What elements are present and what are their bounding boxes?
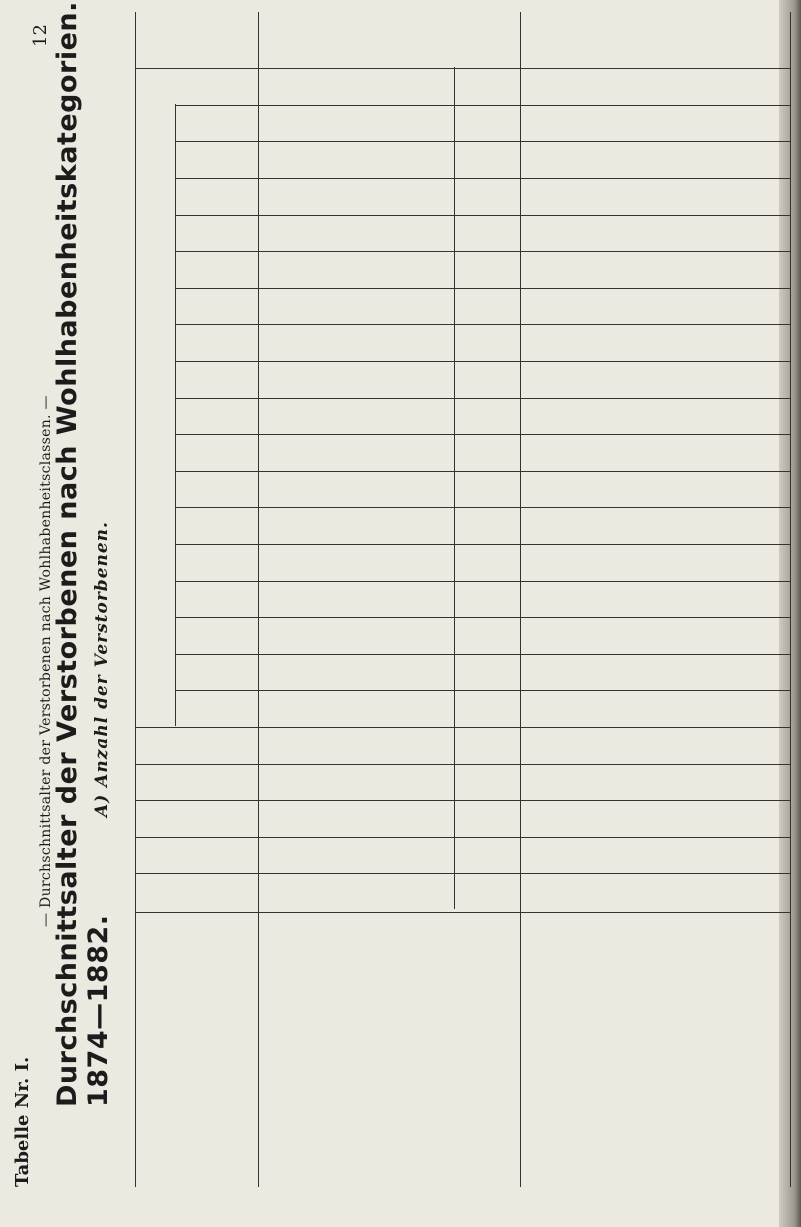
page-title: Durchschnittsalter der Verstorbenen nach Wohlhabenheitskategorien. 1874—1882. xyxy=(52,1,114,1107)
column-rule xyxy=(175,654,790,655)
column-rule xyxy=(135,837,790,838)
column-rule xyxy=(175,105,790,106)
column-rule xyxy=(175,617,790,618)
column-rule xyxy=(175,361,790,362)
column-rule xyxy=(175,471,790,472)
jahre-rule xyxy=(175,104,176,726)
column-rule xyxy=(175,507,790,508)
column-rule xyxy=(175,434,790,435)
table-subtitle: A) Anzahl der Verstorbenen. xyxy=(92,521,112,817)
column-rule xyxy=(175,141,790,142)
column-rule xyxy=(175,215,790,216)
table-bottom-rule xyxy=(790,12,791,1187)
column-rule xyxy=(135,68,790,69)
column-rule xyxy=(175,544,790,545)
column-rule xyxy=(135,727,790,728)
table-top-rule xyxy=(135,12,136,1187)
page-number: 12 xyxy=(30,24,51,47)
column-rule xyxy=(135,764,790,765)
column-rule xyxy=(135,873,790,874)
column-rule xyxy=(135,800,790,801)
header-bottom-rule xyxy=(258,12,259,1187)
column-rule xyxy=(175,251,790,252)
column-rule xyxy=(175,288,790,289)
column-rule xyxy=(175,178,790,179)
column-rule xyxy=(175,398,790,399)
section-b-rule xyxy=(520,12,521,1187)
column-rule xyxy=(175,690,790,691)
label-col-rule xyxy=(135,912,790,913)
column-rule xyxy=(175,324,790,325)
column-rule xyxy=(175,581,790,582)
sum-rule xyxy=(454,67,455,909)
running-head: — Durchschnittsalter der Verstorbenen nach Wohlhabenheitsclassen. — xyxy=(38,395,54,927)
table-number: Tabelle Nr. I. xyxy=(12,1056,33,1187)
